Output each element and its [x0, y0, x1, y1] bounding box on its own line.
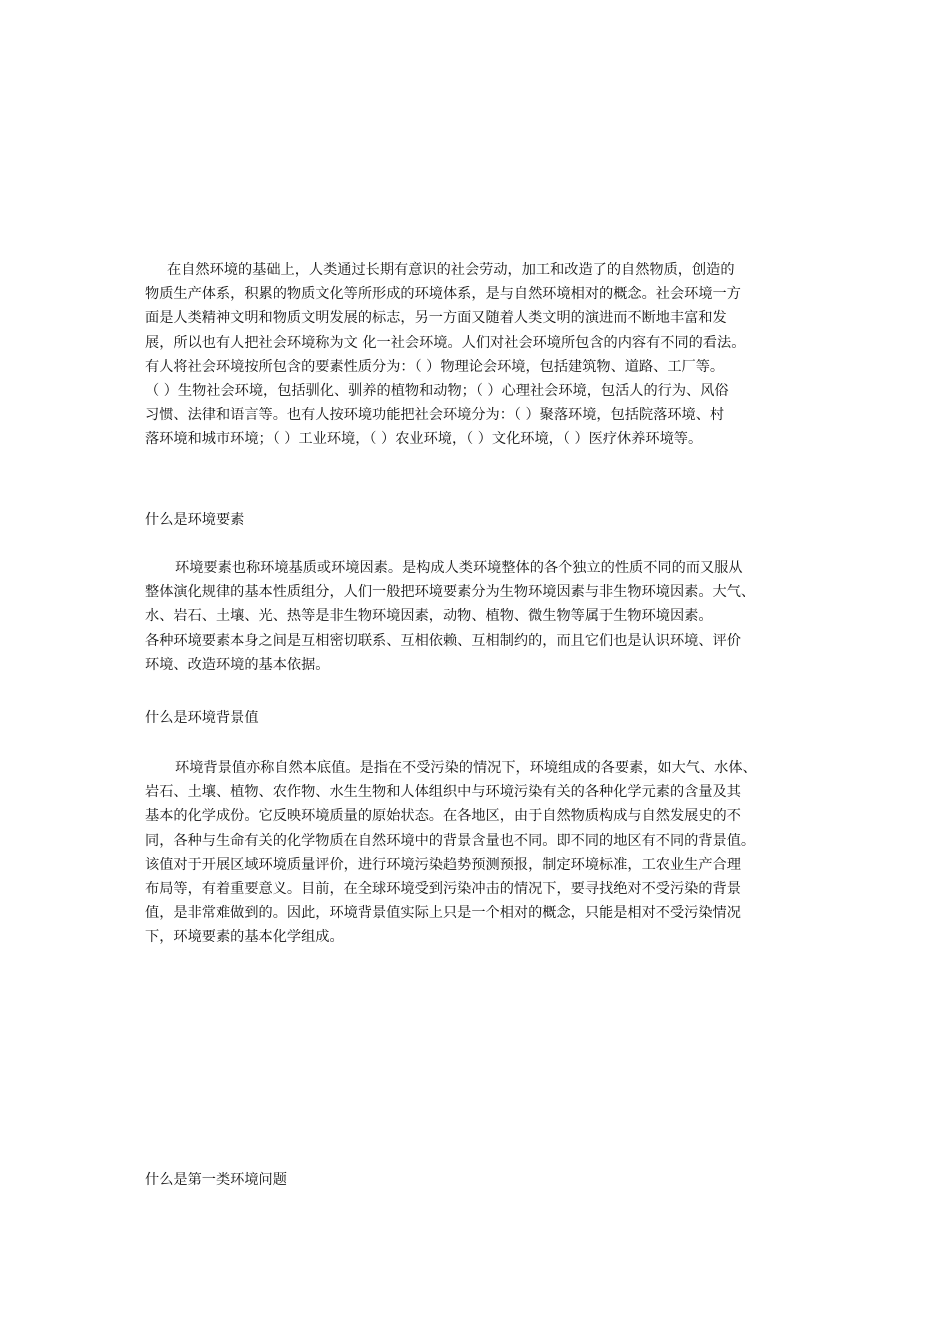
text-line: 在自然环境的基础上，人类通过长期有意识的社会劳动，加工和改造了的自然物质，创造的	[167, 262, 735, 278]
text-line: 环境、改造环境的基本依据。	[145, 656, 330, 673]
text-line: 环境要素也称环境基质或环境因素。是构成人类环境整体的各个独立的性质不同的而又服从	[175, 560, 743, 576]
text-line: 整体演化规律的基本性质组分，人们一般把环境要素分为生物环境因素与非生物环境因素。大气、	[145, 584, 756, 601]
section-heading-background-value: 什么是环境背景值	[145, 710, 259, 726]
text-line: 各种环境要素本身之间是互相密切联系、互相依赖、互相制约的，而且它们也是认识环境、评价	[145, 632, 741, 649]
text-line: 面是人类精神文明和物质文明发展的标志，另一方面又随着人类文明的演进而不断地丰富和发	[145, 310, 727, 327]
text-line: 展，所以也有人把社会环境称为文 化一社会环境。人们对社会环境所包含的内容有不同的看法。	[145, 334, 746, 351]
text-line: 下，环境要素的基本化学组成。	[145, 929, 344, 946]
text-line: 同，各种与生命有关的化学物质在自然环境中的背景含量也不同。即不同的地区有不同的背景值。	[145, 832, 756, 849]
text-line: 环境背景值亦称自然本底值。是指在不受污染的情况下，环境组成的各要素，如大气、水体、	[175, 760, 757, 776]
section-heading-first-class-problem: 什么是第一类环境问题	[145, 1172, 287, 1188]
text-line: （ ）生物社会环境，包括驯化、驯养的植物和动物；（ ）心理社会环境，包活人的行为、风俗	[145, 383, 729, 400]
text-line: 有人将社会环境按所包含的要素性质分为：（ ）物理论会环境，包括建筑物、道路、工厂等。	[145, 358, 725, 375]
text-line: 基本的化学成份。它反映环境质量的原始状态。在各地区，由于自然物质构成与自然发展史的不	[145, 808, 741, 825]
text-line: 岩石、土壤、植物、农作物、水生生物和人体组织中与环境污染有关的各种化学元素的含量及其	[145, 784, 741, 801]
text-line: 物质生产体系，积累的物质文化等所形成的环境体系，是与自然环境相对的概念。社会环境一方	[145, 286, 741, 303]
paragraph-environment-elements	[145, 556, 810, 677]
paragraph-social-environment	[145, 258, 810, 452]
text-line: 该值对于开展区域环境质量评价，进行环境污染趋势预测预报，制定环境标准，工农业生产合理	[145, 856, 741, 873]
section-heading-environment-elements: 什么是环境要素	[145, 512, 245, 528]
text-line: 值，是非常难做到的。因此，环境背景值实际上只是一个相对的概念，只能是相对不受污染情况	[145, 905, 741, 922]
text-line: 布局等，有着重要意义。目前，在全球环境受到污染冲击的情况下，要寻找绝对不受污染的背景	[145, 881, 741, 898]
text-line: 落环境和城市环境；（ ）工业环境，（ ）农业环境，（ ）文化环境，（ ）医疗休养环境等。	[145, 431, 703, 448]
paragraph-background-value	[145, 756, 810, 950]
text-line: 水、岩石、土壤、光、热等是非生物环境因素，动物、植物、微生物等属于生物环境因素。	[145, 608, 713, 625]
text-line: 习惯、法律和语言等。也有人按环境功能把社会环境分为：（ ）聚落环境，包括院落环境、村	[145, 407, 725, 424]
